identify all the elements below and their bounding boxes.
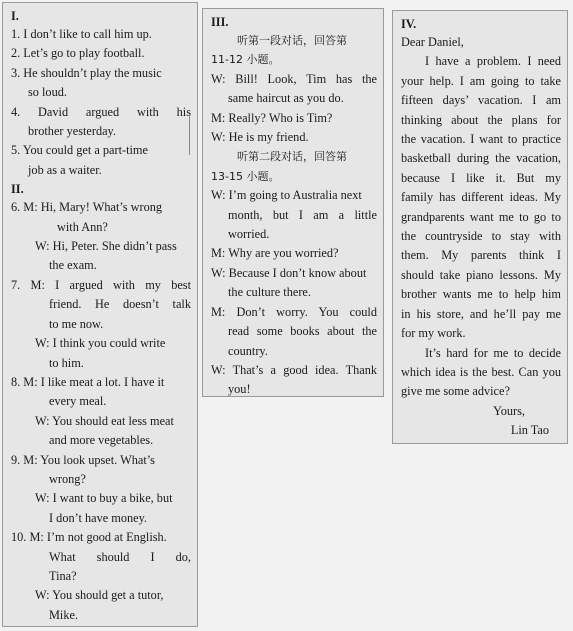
instruction-chinese: 听第一段对话，回答第 [237, 34, 347, 47]
dialogue-line: and more vegetables. [49, 433, 154, 448]
dialogue-line: 10. M: I’m not good at English. [11, 530, 167, 545]
dialogue-line: W: You should get a tutor, [35, 588, 164, 603]
letter-line: which idea is the best. Can you [401, 364, 561, 379]
letter-line: I have a problem. I need [425, 54, 561, 69]
letter-line: the countryside to stay with [401, 229, 561, 244]
dialogue-line: worried. [228, 227, 270, 242]
letter-line: give me some advice? [401, 384, 510, 399]
letter-signature: Lin Tao [510, 423, 549, 438]
letter-column [392, 10, 568, 444]
dialogue-line: 6. M: Hi, Mary! What’s wrong [11, 200, 163, 215]
dialogue-line: W: You should eat less meat [35, 413, 174, 428]
letter-line: in his store, and he’ll pay me [401, 306, 561, 321]
dialogue-line: M: Really? Who is Tim? [211, 110, 333, 125]
letter-line: fifteen days’ vacation. I am [401, 93, 561, 108]
dialogue-line: M: Why are you worried? [211, 246, 339, 261]
section-heading-iii: III. [211, 15, 229, 29]
dialogue-line: W: Hi, Peter. She didn’t pass [35, 239, 177, 254]
answer-line: job as a waiter. [28, 162, 102, 177]
dialogue-line: to him. [49, 355, 84, 370]
instruction-chinese: 听第二段对话，回答第 [237, 150, 347, 164]
dialogue-line: W: Because I don’t know about [211, 265, 367, 280]
dialogue-line: W: I want to buy a bike, but [35, 491, 173, 506]
dialogue-line: M: Don’t worry. You could [211, 304, 377, 319]
answer-line: 1. I don’t like to call him up. [11, 27, 152, 41]
dialogue-line: with Ann? [57, 219, 108, 234]
letter-line: the vacation. I want to practice [401, 132, 561, 147]
letter-line: family has different ideas. My [401, 190, 561, 205]
paper-fold-mark [189, 115, 202, 155]
dialogue-line: to me now. [49, 316, 104, 331]
dialogue-line: 8. M: I like meat a lot. I have it [11, 374, 165, 389]
dialogue-line: What should I do, [49, 549, 191, 564]
dialogue-line: W: I’m going to Australia next [211, 188, 362, 203]
instruction-chinese: 13-15 小题。 [211, 169, 280, 183]
dialogue-line: the culture there. [228, 285, 311, 300]
dialogue-line: country. [228, 343, 268, 358]
listening-script-column-2 [202, 8, 384, 397]
letter-line: basketball during the vacation, [401, 151, 561, 166]
dialogue-line: every meal. [49, 394, 107, 409]
dialogue-line: read some books about the [228, 324, 377, 339]
letter-line: thinking about the plans for [401, 112, 561, 127]
dialogue-line: I don’t have money. [49, 510, 148, 525]
letter-line: should take piano lessons. My [401, 267, 561, 282]
answer-line: brother yesterday. [28, 124, 116, 139]
dialogue-line: same haircut as you do. [228, 91, 344, 106]
dialogue-line: 7. M: I argued with my best [11, 277, 191, 292]
dialogue-line: Mike. [49, 607, 79, 622]
answer-line: 5. You could get a part-time [11, 143, 148, 158]
listening-script-column-1 [2, 2, 198, 627]
letter-line: your help. I am going to take [401, 73, 561, 88]
dialogue-line: Tina? [49, 568, 77, 583]
section-heading-ii: II. [11, 182, 24, 197]
dialogue-line: W: He is my friend. [211, 130, 309, 145]
dialogue-line: month, but I am a little [228, 207, 377, 222]
letter-line: them. My parents think I [401, 248, 561, 263]
dialogue-line: you! [228, 382, 251, 397]
answer-line: 2. Let’s go to play football. [11, 46, 145, 61]
answer-line: so loud. [28, 85, 67, 100]
letter-greeting: Dear Daniel, [401, 35, 464, 49]
dialogue-line: W: That’s a good idea. Thank [211, 362, 377, 377]
dialogue-line: the exam. [49, 258, 97, 273]
dialogue-line: W: I think you could write [35, 336, 166, 351]
dialogue-line: friend. He doesn’t talk [49, 297, 191, 312]
answer-line: 3. He shouldn’t play the music [11, 65, 162, 80]
letter-line: grandparents want me to go to [401, 209, 561, 224]
section-heading-i: I. [11, 9, 19, 23]
dialogue-line: W: Bill! Look, Tim has the [211, 71, 377, 86]
answer-line: 4. David argued with his [11, 104, 191, 119]
letter-line: because I like it. But my [401, 170, 561, 185]
instruction-chinese: 11-12 小题。 [211, 53, 280, 67]
letter-line: It’s hard for me to decide [425, 345, 561, 360]
letter-closing: Yours, [493, 403, 525, 418]
letter-line: for my work. [401, 326, 466, 341]
dialogue-line: 9. M: You look upset. What’s [11, 452, 155, 467]
dialogue-line: wrong? [49, 471, 86, 486]
section-heading-iv: IV. [401, 17, 417, 31]
letter-line: brother wants me to help him [401, 287, 561, 302]
